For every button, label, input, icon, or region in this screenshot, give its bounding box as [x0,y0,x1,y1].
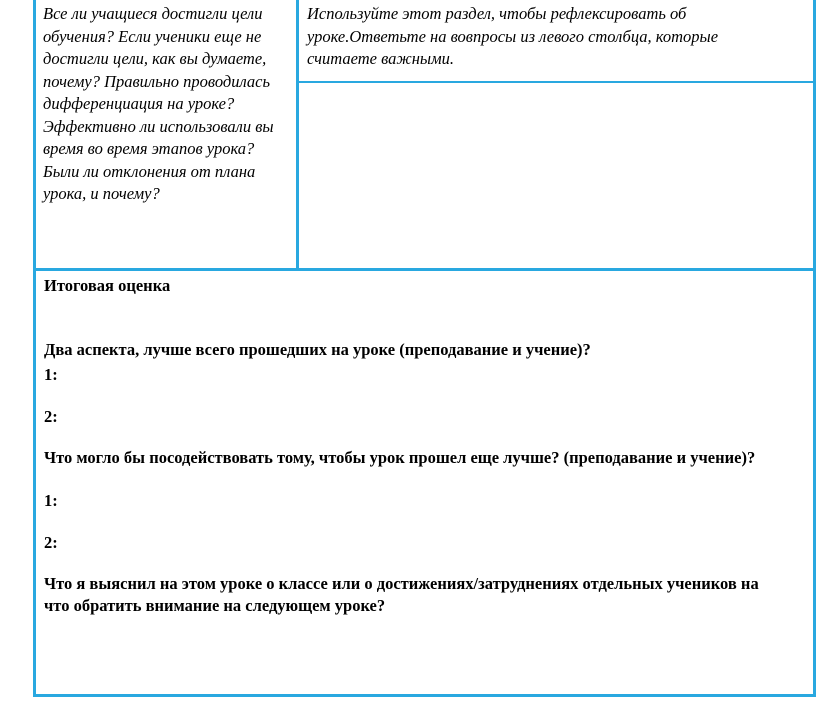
summary-top-divider [36,268,813,271]
reflection-questions-text: Все ли учащиеся достигли цели обучения? Если ученики еще не достигли цели, как вы думаете, почему? Правильно проводилась дифференциация на уроке? [43,4,270,113]
reflection-questions-text-2: Эффективно ли использовали вы время во время этапов урока? Были ли отклонения от плана урока, и почему? [43,116,274,203]
best-aspect-2-label: 2: [44,407,58,426]
reflection-questions-cell [43,3,293,206]
right-cell-divider [299,81,813,83]
question-improvements: Что могло бы посодействовать тому, чтобы урок прошел еще лучше? (преподавание и учение)? [44,448,756,467]
best-aspect-1-label: 1: [44,365,58,384]
improvement-1-label: 1: [44,491,58,510]
reflection-instruction-text: Используйте этот раздел, чтобы рефлексировать об уроке.Ответьте на вовпросы из левого столбца, которые считаете важными. [307,4,719,68]
improvement-2-label: 2: [44,533,58,552]
question-best-aspects: Два аспекта, лучше всего прошедших на уроке (преподавание и учение)? [44,340,591,359]
summary-title: Итоговая оценка [44,276,171,295]
reflection-instruction-cell [307,3,787,71]
column-divider [296,0,299,271]
question-class-insights: Что я выяснил на этом уроке о классе или о достижениях/затруднениях отдельных учеников на что обратить внимание на следующем уроке? [44,574,759,615]
